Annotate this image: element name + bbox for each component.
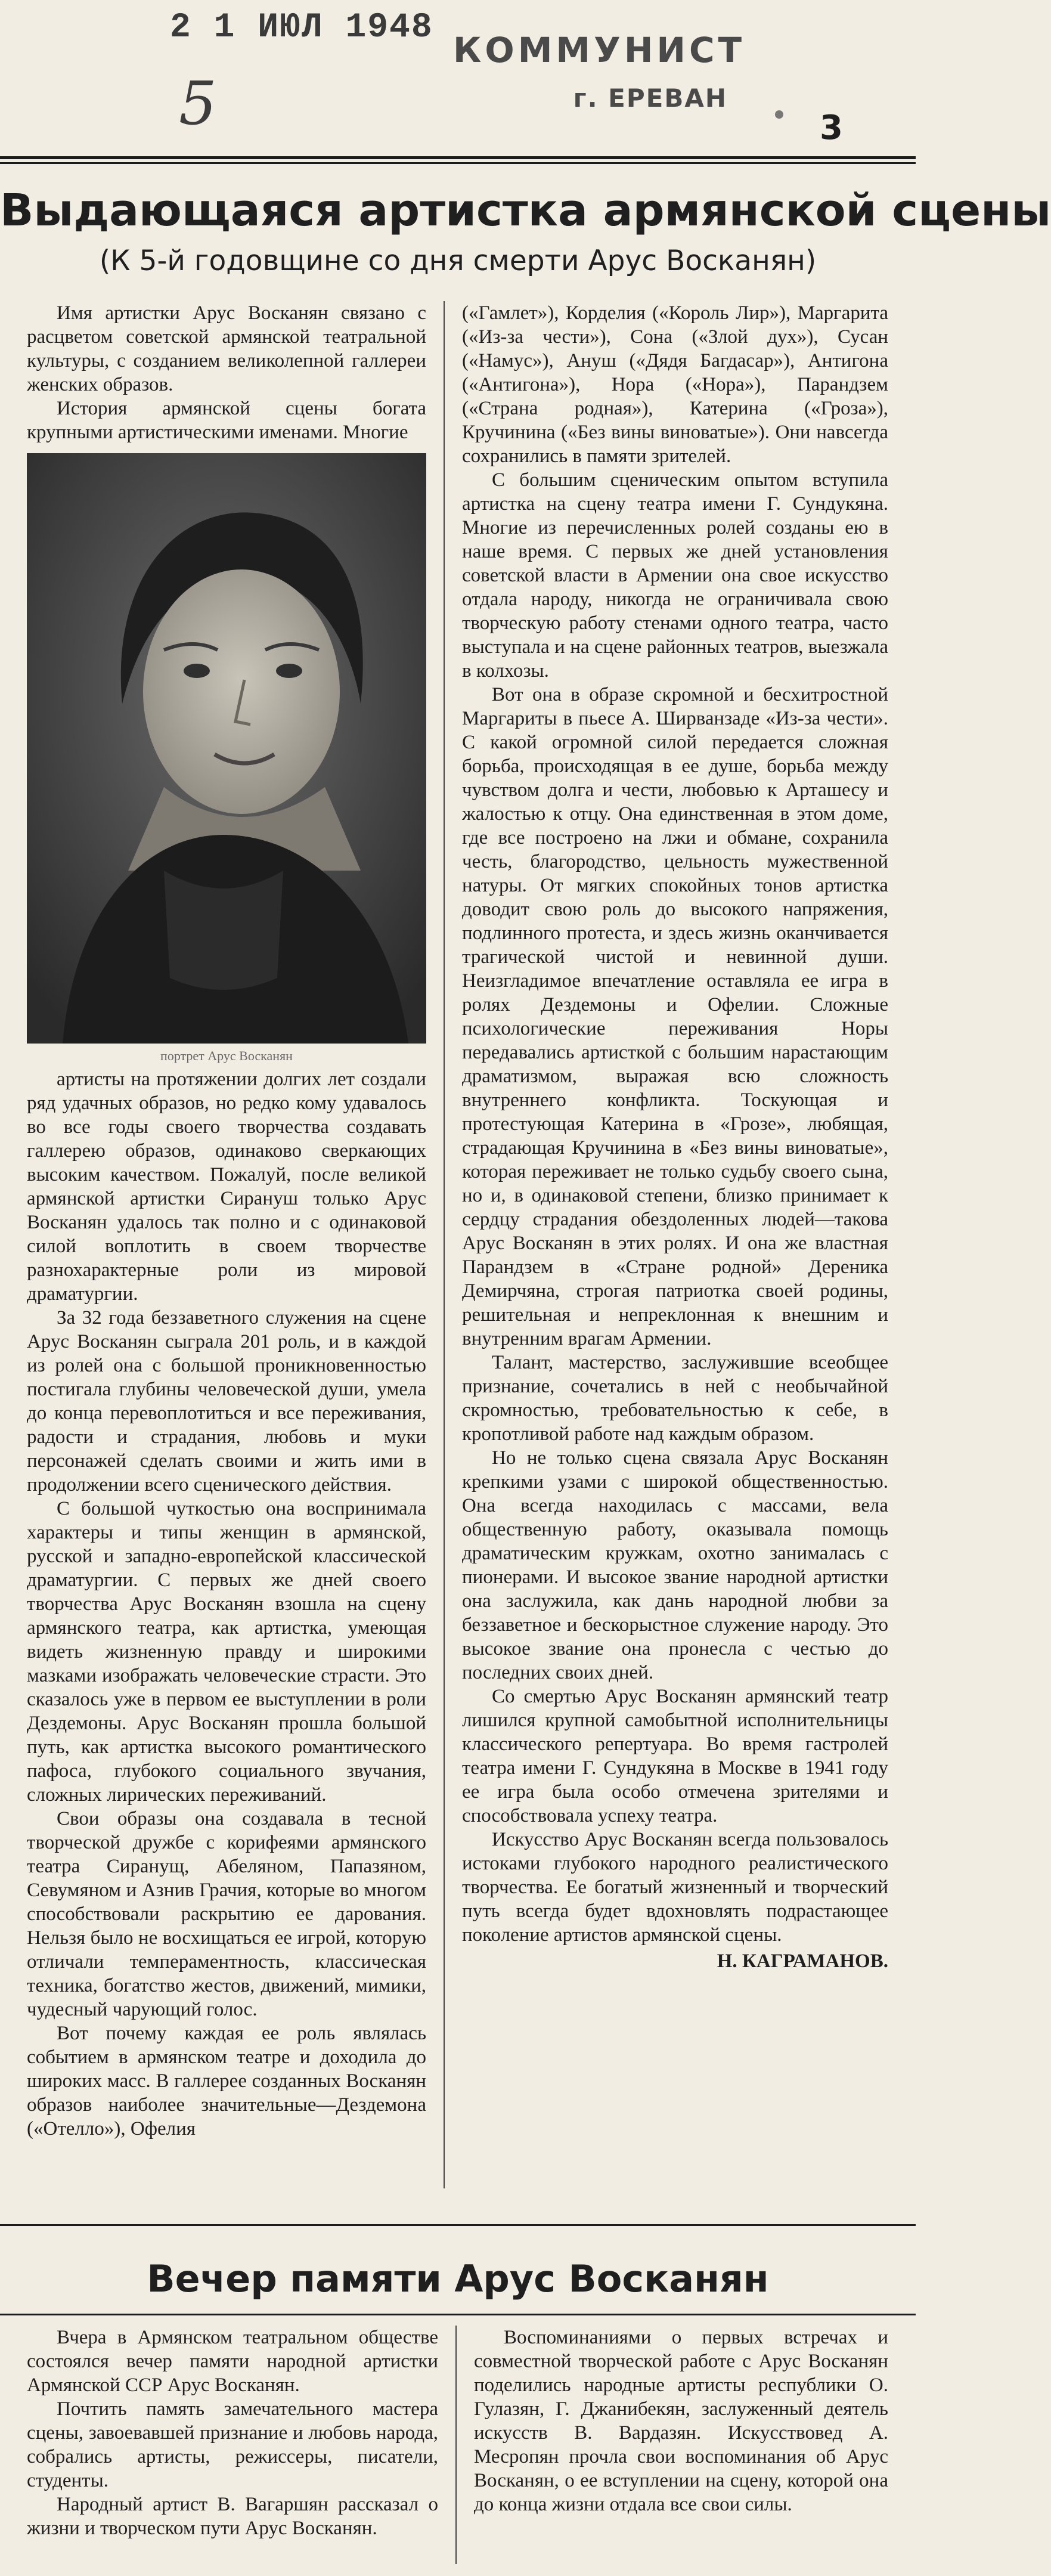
paragraph: Вот она в образе скромной и бесхитростной Маргариты в пьесе А. Ширванзаде «Из-за чести». С какой огромной силой передается сложная борьба, происходящая в ее душе, борьба между чувством долга и чести, любовью к Арташесу и жалостью к отцу. Она единственная в этом доме, где все построено на лжи и обмане, сохранила честь, благородство, цельность мужественной натуры. От мягких спокойных тонов артистка доводит свою роль до высокого напряжения, подлинного протеста, и здесь жизнь оканчивается трагической чистой и невинной души. Неизгладимое впечатление оставляла ее игра в ролях Дездемоны и Офелии. Сложные психологические переживания Норы передавались артисткой с большим нарастающим драматизмом, выражая всю сложность внутреннего конфликта. Тоскующая и протестующая Катерина в «Грозе», любящая, страдающая Кручинина в «Без вины виноватые», которая переживает не только судьбу своего сына, но и, в одинаковой степени, близко принимает к сердцу страдания обездоленных людей—такова Арус Восканян в этих ролях. И она же властная Парандзем в «Стране родной» Дереника Демирчяна, строгая патриотка своей родины, решительная и непреклонная к внешним и внутренним врагам Армении. <box>462 684 888 1349</box>
top-rule <box>0 156 916 159</box>
section-rule <box>0 2224 916 2226</box>
paragraph: артисты на протяжении долгих лет создали ряд удачных образов, но редко кому удавалось во все годы своего творчества создавать галлерею образов, одинаково сверкающих высоким качеством. Пожалуй, после великой армянской артистки Сирануш только Арус Восканян удалось так полно и с одинаковой силой воплотить в своем творчестве разнохарактерные роли из мировой драматургии. <box>27 1069 426 1305</box>
paragraph: Но не только сцена связала Арус Восканян крепкими узами с широкой общественностью. Она всегда находилась с массами, вела общественную работу, оказывала помощь драматическим кружкам, охотно занималась с пионерами. И высокое звание народной артистки она заслужила, как дань народной любви за беззаветное и бескорыстное служение народу. Это высокое звание она пронесла с честью до последних своих дней. <box>462 1447 888 1683</box>
date-stamp: 2 1 ИЮЛ 1948 <box>170 8 433 47</box>
paragraph: Почтить память замечательного мастера сцены, завоевавшей признание и любовь народа, собрались артисты, режиссеры, писатели, студенты. <box>27 2398 438 2491</box>
paragraph: («Гамлет»), Корделия («Король Лир»), Маргарита («Из-за чести»), Сона («Злой дух»), Сусан («Намус»), Ануш («Дядя Багдасар»), Антигона («Антигона»), Нора («Нора»), Парандзем («Страна родная»), Катерина («Гроза»), Кручинина («Без вины виноватые»). Они навсегда сохранились в памяти зрителей. <box>462 302 888 467</box>
paragraph: Вчера в Армянском театральном обществе состоялся вечер памяти народной артистки Армянской ССР Арус Восканян. <box>27 2327 438 2396</box>
portrait-illustration <box>27 453 426 1044</box>
paragraph: Талант, мастерство, заслужившие всеобщее признание, сочетались в ней с необычайной скромностью, требовательностью к себе, в кропотливой работе над каждым образом. <box>462 1352 888 1445</box>
second-column-1 <box>27 2326 438 2540</box>
photo-description: портрет Арус Восканян <box>160 1048 293 1063</box>
main-column-1-bottom <box>27 1067 426 2141</box>
stamp-dot <box>775 110 783 119</box>
paragraph: Вот почему каждая ее роль являлась событием в армянском театре и доходила до широких масс. В галлерее созданных Восканян образов наиболее значительные—Дездемона («Отелло»), Офелия <box>27 2023 426 2140</box>
section-rule-lower <box>0 2314 916 2315</box>
column-divider <box>444 301 445 2188</box>
paragraph: Имя артистки Арус Восканян связано с расцветом советской армянской театральной культуры, с созданием великолепной галлереи женских образов. <box>27 302 426 395</box>
paragraph: С большим сценическим опытом вступила артистка на сцену театра имени Г. Сундукяна. Многие из перечисленных ролей созданы ею в наше время. С первых же дней установления советской власти в Армении она свое искусство отдала народу, никогда не ограничивала свою творческую работу стенами одного театра, часто выступала и на сцене районных театров, выезжала в колхозы. <box>462 469 888 682</box>
main-subheadline: (К 5-й годовщине со дня смерти Арус Восканян) <box>99 244 817 277</box>
newspaper-name-stamp: КОММУНИСТ <box>453 30 746 70</box>
author-signature: Н. КАГРАМАНОВ. <box>717 1950 888 1972</box>
main-headline: Выдающаяся артистка армянской сцены <box>0 185 1051 236</box>
paragraph: Искусство Арус Восканян всегда пользовалось истоками глубокого народного реалистического творчества. Ее богатый жизненный и творческий путь всегда будет вдохновлять подрастающее поколение артистов армянской сцены. <box>462 1829 888 1946</box>
paragraph: Воспоминаниями о первых встречах и совместной творческой работе с Арус Восканян поделились народные артисты республики О. Гулазян, Г. Джанибекян, заслуженный деятель искусств В. Вардазян. Искусствовед А. Месропян прочла свои воспоминания об Арус Восканян, о ее вступлении на сцену, которой она до конца жизни отдала все свои силы. <box>474 2327 888 2515</box>
column-divider-second <box>455 2326 457 2564</box>
second-headline: Вечер памяти Арус Восканян <box>147 2257 769 2301</box>
main-column-2 <box>462 301 888 1973</box>
paragraph: С большой чуткостью она воспринимала характеры и типы женщин в армянской, русской и западно-европейской классической драматургии. С первых же дней своего творчества Арус Восканян взошла на сцену армянского театра, как артистка, умеющая видеть жизненную правду и широкими мазками изображать человеческие страсти. Это сказалось уже в первом ее выступлении в роли Дездемоны. Арус Восканян прошла большой путь, как артистка высокого романтического пафоса, глубокого социального звучания, сложных лирических переживаний. <box>27 1498 426 1806</box>
paragraph: Свои образы она создавала в тесной творческой дружбе с корифеями армянского театра Сиранущ, Абеляном, Папазяном, Севумяном и Азнив Грачия, которые во многом способствовали раскрытию ее дарования. Нельзя было не восхищаться ее игрой, которую отличали темпераментность, классическая техника, богатство жестов, движений, мимики, чудесный чарующий голос. <box>27 1808 426 2020</box>
main-column-1-top <box>27 301 426 444</box>
city-stamp: г. ЕРЕВАН <box>573 83 727 113</box>
top-rule-thin <box>0 162 916 164</box>
handwritten-mark: 5 <box>179 69 217 138</box>
paragraph: Народный артист В. Вагаршян рассказал о жизни и творческом пути Арус Восканян. <box>27 2494 438 2539</box>
paragraph: За 32 года беззаветного служения на сцене Арус Восканян сыграла 201 роль, и в каждой из ролей она с большой проникновенностью постигала глубины человеческой души, умела до конца перевоплотиться и все переживания, радости и страдания, любовь и муки персонажей сделать своими и жить ими в продолжении всего сценического действия. <box>27 1307 426 1496</box>
page-number: 3 <box>820 109 843 147</box>
portrait-photo <box>27 453 426 1044</box>
second-column-2 <box>474 2326 888 2516</box>
paragraph: История армянской сцены богата крупными артистическими именами. Многие <box>27 398 426 443</box>
paragraph: Со смертью Арус Восканян армянский театр лишился крупной самобытной исполнительницы классического репертуара. Во время гастролей театра имени Г. Сундукяна в Москве в 1941 году ее игра была особо отмечена зрителями и способствовала успеху театра. <box>462 1686 888 1826</box>
